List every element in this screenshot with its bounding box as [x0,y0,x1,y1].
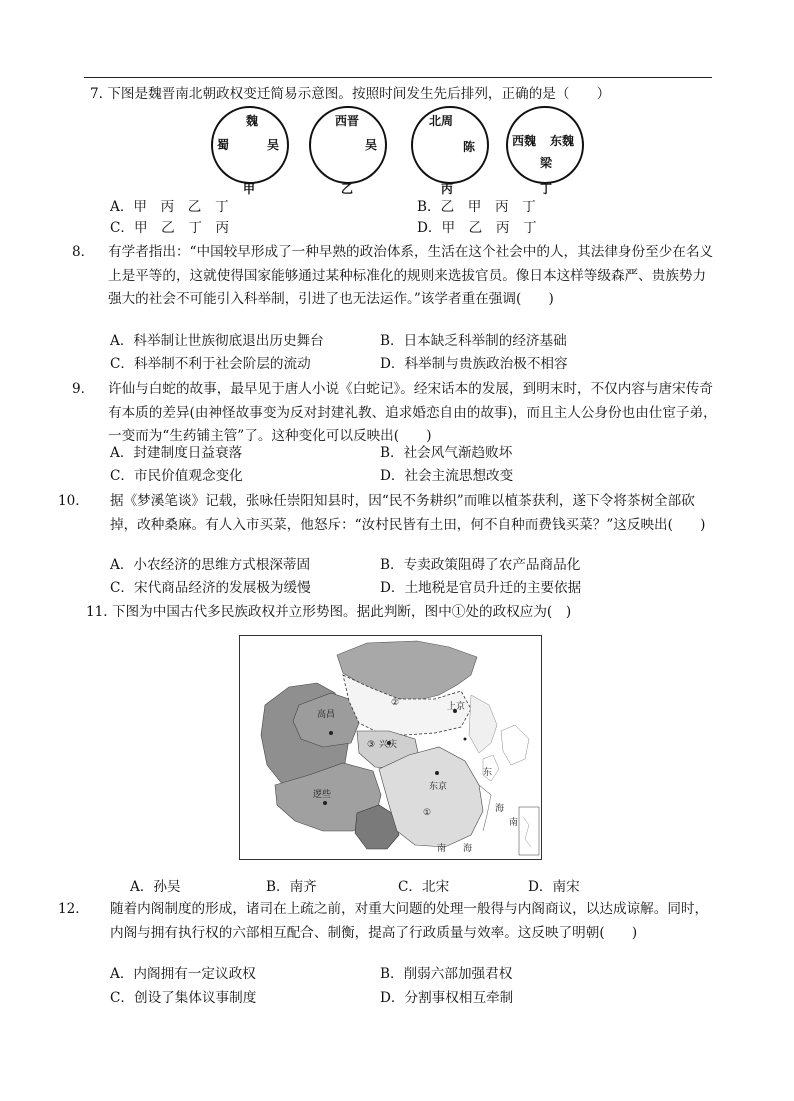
map-label: ① [423,808,432,818]
option-c[interactable]: C．宋代商品经济的发展极为缓慢 [110,580,311,596]
q7-stem: 7. 下图是魏晋南北朝政权变迁简易示意图。按照时间发生先后排列，正确的是（ ） [90,86,611,102]
map-label: 东京 [429,782,448,792]
circle-text: 西魏 [512,134,537,148]
circle-text: 陈 [463,140,476,154]
map-label: 南 [437,844,447,854]
q10-stem: 据《梦溪笔谈》记载，张咏任崇阳知县时，因“民不务耕织”而唯以植茶获利，遂下令将茶树全部砍掉，改种桑麻。有人入市买菜，他怒斥：“汝村民皆有土田，何不自种而费钱买菜？”这反映出( ) [110,493,706,533]
q8-number: 8． [72,244,95,260]
circle-label: 丁 [540,182,553,196]
circle-text: 东魏 [550,134,575,148]
option-c[interactable]: C．创设了集体议事制度 [110,990,257,1006]
circle-label: 甲 [243,182,256,196]
circle-text: 北周 [429,114,454,128]
q10-block [58,490,712,537]
circle-bing [411,106,489,184]
map-label: 海 [463,844,473,854]
q8-block [72,241,718,312]
option-a[interactable]: A．甲 丙 乙 丁 [110,199,229,215]
option-a[interactable]: A．封建制度日益衰落 [110,445,243,461]
q12-block [58,898,712,945]
map-label: 东 [483,768,493,778]
q9-number: 9． [72,381,95,397]
circle-yi [309,106,387,184]
circle-text: 梁 [540,156,553,170]
q12-stem: 随着内阁制度的形成，诸司在上疏之前，对重大问题的处理一般得与内阁商议，以达成谅解。同时，内阁与拥有执行权的六部相互配合、制衡，提高了行政质量与效率。这反映了明朝( ) [110,901,709,941]
option-d[interactable]: D．甲 乙 丙 丁 [417,220,537,236]
circle-text: 蜀 [217,138,230,152]
city-dot-gaochang [329,731,333,735]
city-dot-yanjing [464,738,467,741]
map-inset [519,807,539,855]
option-b[interactable]: B．日本缺乏科举制的经济基础 [380,333,567,349]
circle-text: 魏 [246,114,259,128]
q11-stem: 11. 下图为中国古代多民族政权并立形势图。据此判断，图中①处的政权应为( ) [86,604,572,620]
circle-text: 吴 [365,138,378,152]
map-label: 逻些 [313,790,332,800]
option-a[interactable]: A．内阁拥有一定议政权 [110,966,256,982]
option-b[interactable]: B．南齐 [266,879,317,895]
map-label: 高昌 [317,710,336,720]
city-dot-luoxie [323,801,327,805]
q9-block [72,378,718,449]
option-a[interactable]: A．孙吴 [130,879,181,895]
map-label: 南 [509,818,519,828]
map-label: ② [391,698,400,708]
option-c[interactable]: C．北宋 [398,879,450,895]
option-a[interactable]: A．科举制让世族彻底退出历史舞台 [110,333,324,349]
circle-label: 丙 [441,182,454,196]
option-b[interactable]: B．削弱六部加强君权 [380,966,513,982]
option-d[interactable]: D．分割事权相互牵制 [380,990,514,1006]
option-d[interactable]: D．土地税是官员升迁的主要依据 [380,580,582,596]
option-b[interactable]: B．专卖政策阻碍了农产品商品化 [380,557,581,573]
map-label: 海 [495,804,505,814]
city-dot-dongjing [435,771,439,775]
map-label: ③ [367,740,376,750]
circle-label: 乙 [341,182,354,196]
option-d[interactable]: D．科举制与贵族政治极不相容 [380,356,568,372]
option-d[interactable]: D．社会主流思想改变 [380,468,514,484]
q8-stem: 有学者指出：“中国较早形成了一种早熟的政治体系，生活在这个社会中的人，其法律身份至少在名义上是平等的，这就使得国家能够通过某种标准化的规则来选拔官员。像日本这样等级森严、贵族势力强大的社会不可能引入科举制，引进了也无法运作。”该学者重在强调( ) [108,244,714,308]
q9-stem: 许仙与白蛇的故事，最早见于唐人小说《白蛇记》。经宋话本的发展，到明末时，不仅内容与唐宋传奇有本质的差异(由神怪故事变为反对封建礼教、追求婚恋自由的故事)，而且主人公身份也由仕宦子弟，一变而为“生药铺主管”了。这种变化可以反映出( ) [108,381,717,445]
q12-number: 12． [58,901,89,917]
circle-jia [211,106,289,184]
option-b[interactable]: B．乙 甲 丙 丁 [417,199,536,215]
circle-text: 西晋 [335,114,360,128]
header-rule [84,77,712,78]
option-c[interactable]: C．科举制不利于社会阶层的流动 [110,356,311,372]
map-label: 兴庆 [379,740,398,750]
regimes-map [239,635,542,860]
option-c[interactable]: C．市民价值观念变化 [110,468,243,484]
option-a[interactable]: A．小农经济的思维方式根深蒂固 [110,557,311,573]
option-b[interactable]: B．社会风气渐趋败坏 [380,445,513,461]
map-label: 上京 [447,702,466,712]
circle-text: 吴 [267,138,280,152]
q10-number: 10． [58,493,89,509]
option-d[interactable]: D．南宋 [528,879,580,895]
option-c[interactable]: C．甲 乙 丁 丙 [110,220,230,236]
circle-ding [506,106,584,184]
